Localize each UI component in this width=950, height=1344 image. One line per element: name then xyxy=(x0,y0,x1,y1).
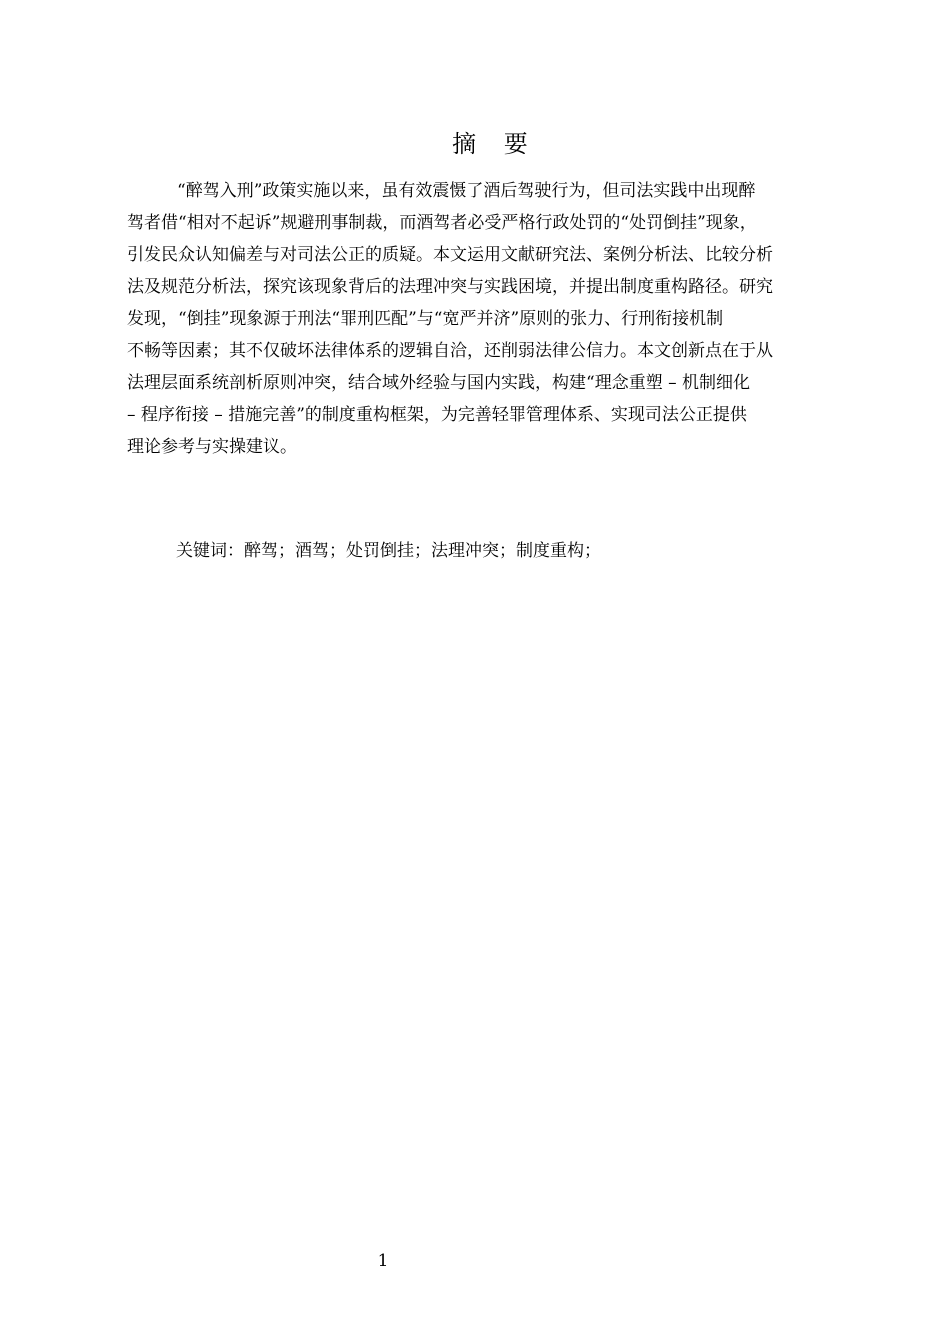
keywords-line: 关键词：醉驾；酒驾；处罚倒挂；法理冲突；制度重构； xyxy=(176,541,601,561)
abstract-body xyxy=(127,175,862,463)
abstract-line: – 程序衔接 – 措施完善”的制度重构框架，为完善轻罪管理体系、实现司法公正提供 xyxy=(127,405,747,425)
abstract-line: 法理层面系统剖析原则冲突，结合域外经验与国内实践，构建“理念重塑 – 机制细化 xyxy=(127,373,750,393)
abstract-line: 驾者借“相对不起诉”规避刑事制裁，而酒驾者必受严格行政处罚的“处罚倒挂”现象， xyxy=(127,213,757,233)
abstract-line: 不畅等因素；其不仅破坏法律体系的逻辑自洽，还削弱法律公信力。本文创新点在于从 xyxy=(127,341,773,361)
abstract-line: “醉驾入刑”政策实施以来，虽有效震慑了酒后驾驶行为，但司法实践中出现醉 xyxy=(177,181,756,201)
abstract-line: 法及规范分析法，探究该现象背后的法理冲突与实践困境，并提出制度重构路径。研究 xyxy=(127,277,773,297)
abstract-line: 理论参考与实操建议。 xyxy=(127,437,297,457)
abstract-title: 摘 要 xyxy=(452,130,538,158)
page-number: 1 xyxy=(377,1251,389,1271)
abstract-line: 发现，“倒挂”现象源于刑法“罪刑匹配”与“宽严并济”原则的张力、行刑衔接机制 xyxy=(127,309,724,329)
abstract-line: 引发民众认知偏差与对司法公正的质疑。本文运用文献研究法、案例分析法、比较分析 xyxy=(127,245,773,265)
